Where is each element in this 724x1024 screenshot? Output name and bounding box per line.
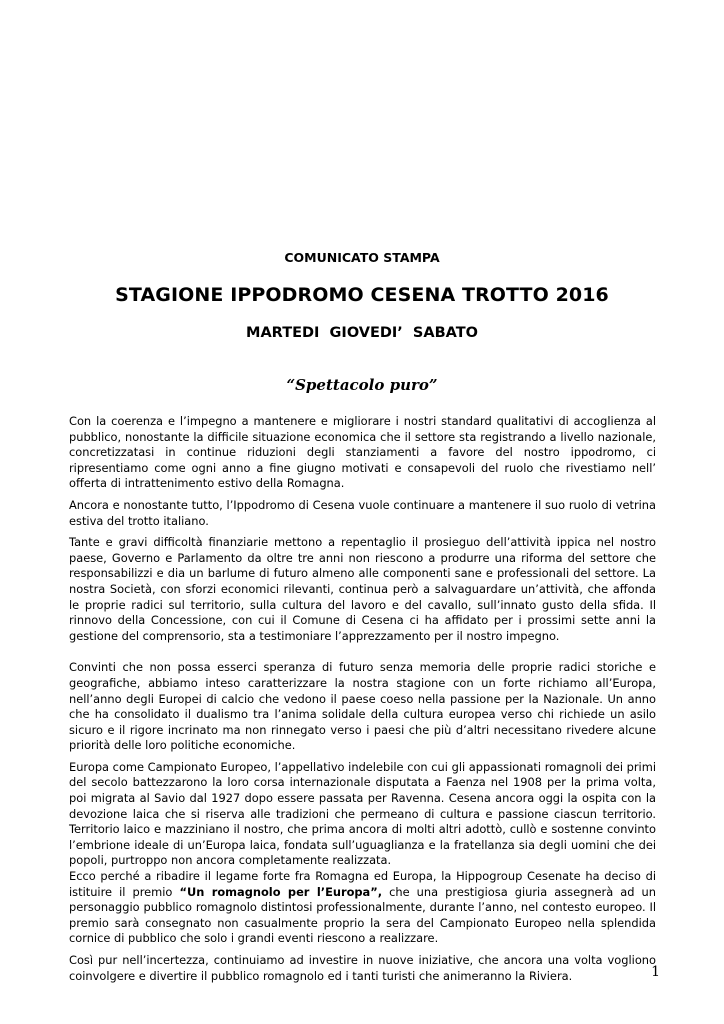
press-release-kicker: COMUNICATO STAMPA	[284, 250, 440, 265]
body-text	[69, 414, 656, 990]
paragraph-european-championship: Europa come Campionato Europeo, l’appellativo indelebile con cui gli appassionati romagnoli dei primi del secolo battezzarono la loro corsa internazionale disputata a Faenza nel 1908 per la prima volta, poi migrata al Savio dal 1927 dopo essere passata per Ravenna. Cesena ancora oggi la ospita con la devozione laica che si riserva alle tradizioni che permeano di cultura e passione ciascun territorio. Territorio laico e mazziniano il nostro, che prima ancora di molti altri adottò, cullò e sostenne convinto l’embrione ideale di un’Europa laica, fondata sull’uguaglianza e la fratellanza sia degli uomini che dei popoli, purtroppo non ancora completamente realizzata.	[69, 759, 656, 868]
paragraph-prize	[69, 869, 656, 947]
paragraph-europe-theme: Convinti che non possa esserci speranza di futuro senza memoria delle proprie radici storiche e geografiche, abbiamo inteso caratterizzare la nostra stagione con un forte richiamo all’Europa, nell’anno degli Europei di calcio che vedono il paese coeso nella passione per la Nazionale. Un anno che ha consolidato il dualismo tra l’anima solidale della cultura europea verso chi richiede un asilo sicuro e il rigore incrinato ma non rinnegato verso i paesi che più d’altri necessitano rivedere alcune priorità delle loro politiche economiche.	[69, 660, 656, 753]
prize-name: “Un romagnolo per l’Europa”,	[179, 884, 383, 899]
motto: “Spettacolo puro”	[286, 376, 438, 394]
paragraph-difficulties: Tante e gravi difficoltà finanziarie mettono a repentaglio il prosieguo dell’attività ippica nel nostro paese, Governo e Parlamento da oltre tre anni non riescono a produrre una riforma del settore che responsabilizzi e dia un barlume di futuro almeno alle componenti sane e professionali del settore. La nostra Società, con sforzi economici rilevanti, continua però a salvaguardare un’attività, che affonda le proprie radici sul territorio, sulla cultura del lavoro e del cavallo, sull’innato gusto della sfida. Il rinnovo della Concessione, con cui il Comune di Cesena ci ha affidato per i prossimi sette anni la gestione del comprensorio, sta a testimoniare l’apprezzamento per il nostro impegno.	[69, 535, 656, 643]
prize-text-after: che una prestigiosa giuria assegnerà ad un personaggio pubblico romagnolo distintosi professionalmente, durante l’anno, nel contesto europeo. Il premio sarà consegnato non casualmente proprio la sera del Campionato Europeo nella splendida cornice di pubblico che solo i grandi eventi riescono a realizzare.	[69, 884, 656, 946]
paragraph-intro: Con la coerenza e l’impegno a mantenere e migliorare i nostri standard qualitativi di accoglienza al pubblico, nonostante la difficile situazione economica che il settore sta registrando a livello nazionale, concretizzatasi in continue riduzioni degli stanziamenti a favore del nostro ippodromo, ci ripresentiamo come ogni anno a fine giugno motivati e consapevoli del ruolo che rivestiamo nell’ offerta di intrattenimento estivo della Romagna.	[69, 414, 656, 491]
paragraph-showcase: Ancora e nonostante tutto, l’Ippodromo di Cesena vuole continuare a mantenere il suo ruolo di vetrina estiva del trotto italiano.	[69, 497, 656, 528]
race-days-subtitle: MARTEDI GIOVEDI’ SABATO	[246, 325, 478, 341]
document-title: STAGIONE IPPODROMO CESENA TROTTO 2016	[115, 284, 609, 306]
prize-text-before: Ecco perché a ribadire il legame forte fra Romagna ed Europa, la Hippogroup Cesenate ha deciso di istituire il premio	[69, 869, 656, 899]
page-number: 1	[651, 964, 660, 980]
paragraph-closing: Così pur nell’incertezza, continuiamo ad investire in nuove iniziative, che ancora una volta vogliono coinvolgere e divertire il pubblico romagnolo ed i tanti turisti che animeranno la Riviera.	[69, 953, 656, 983]
